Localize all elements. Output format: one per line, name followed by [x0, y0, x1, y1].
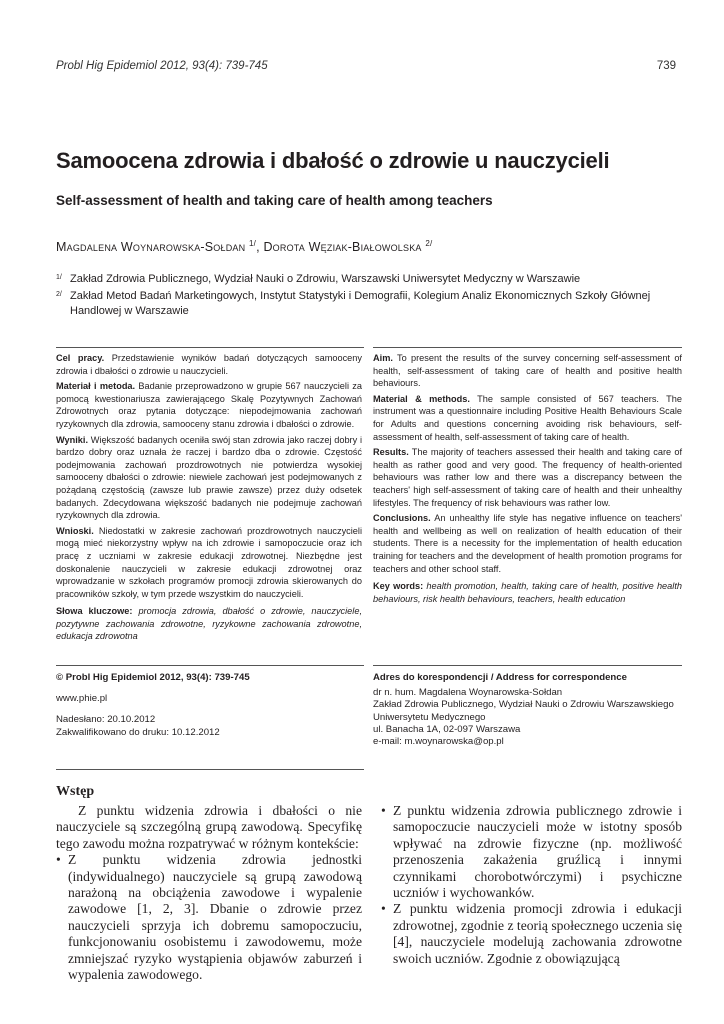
author-line [56, 239, 432, 254]
correspondence-line: dr n. hum. Magdalena Woynarowska-Sołdan [373, 687, 563, 699]
citation: © Probl Hig Epidemiol 2012, 93(4): 739-745 [56, 672, 250, 683]
affiliation-1 [56, 272, 696, 287]
affiliation-2 [56, 289, 696, 319]
abstract-en-aim: To present the results of the survey concerning self-assessment of health, self-assessment of taking care of health and positive health behaviours. [373, 353, 682, 389]
abstract-en-methods: The sample consisted of 567 teachers. The instrument was a questionnaire including Positive Health Behaviours Scale for Adults and questions concerning avoiding risk behaviours, self-assessment of health, self-assessment of taking care of health. [373, 393, 682, 442]
affiliation-mark: 2/ [56, 291, 62, 298]
abstract-pl-aim-label: Cel pracy. [56, 353, 105, 363]
abstract-en-keywords-label: Key words: [373, 581, 424, 592]
affiliation-text: Zakład Metod Badań Marketingowych, Instytut Statystyki i Demografii, Kolegium Analiz Ekonomicznych Szkoły Głównej Handlowej w Warszawie [70, 290, 651, 317]
abstract-pl-keywords: promocja zdrowia, dbałość o zdrowie, nauczyciele, pozytywne zachowania zdrowotne, ryzykowne zachowania zdrowotne, edukacja zdrowotna [56, 606, 362, 642]
abstract-en-conclusions-label: Conclusions. [373, 513, 431, 524]
affiliation-mark: 1/ [56, 274, 62, 281]
correspondence-address [373, 672, 682, 748]
section-heading: Wstęp [56, 784, 95, 799]
footer-left-rule [56, 665, 364, 666]
bullet-item-3: • Z punktu widzenia promocji zdrowia i edukacji zdrowotnej, zgodnie z teorią społecznego uczenia się [4], nauczyciele modelują zachowania zdrowotne swoich uczniów. Zgodnie z obowiązującą [381, 901, 682, 967]
abstract-pl-conclusions: Niedostatki w zakresie zachowań prozdrowotnych nauczycieli mogą mieć niekorzystny wpływ na ich zdrowie i samopoczucie oraz ich pracę z uczniami w zakresie edukacji zdrowotnej. Niezbędne jest doskonalenie nauczycieli w zakresie edukacji zdrowotnej oraz wprowadzanie w szkołach programów promocji zdrowia skierowanych do pracowników szkoły, w tym przede wszystkim do nauczycieli. [56, 525, 362, 599]
correspondence-email[interactable]: e-mail: m.woynarowska@op.pl [373, 736, 504, 748]
author-separator: , [256, 240, 264, 255]
abstract-pl [56, 352, 362, 646]
abstract-pl-aim: Przedstawienie wyników badań dotyczących samooceny zdrowia i dbałości o zdrowie u nauczycieli. [56, 353, 362, 376]
abstract-en-conclusions: An unhealthy life style has negative influence on teachers' health and wellbeing as well on realization of health education of their students. There is a necessity for the implementation of health education training for teachers and the development of health promotion programs for teachers and other school staff. [373, 513, 682, 574]
abstract-pl-methods: Badanie przeprowadzono w grupie 567 nauczycieli za pomocą kwestionariusza zawierającego Skalę Pozytywnych Zachowań Zdrowotnych oraz pytania dotyczące: niepodejmowania zachowań ryzykownych dla zdrowia, samooceny stanu zdrowia i dbałości o zdrowie. [56, 381, 362, 429]
correspondence-line: Zakład Zdrowia Publicznego, Wydział Nauki o Zdrowiu Warszawskiego [373, 699, 674, 711]
abstract-pl-results: Większość badanych oceniła swój stan zdrowia jako raczej dobry i bardzo dobry oraz uznała że raczej i bardzo dba o zdrowie. Częstość podejmowania zachowań prozdrowotnych nie potwierdza wysokiej samooceny dbałości o zdrowie: niewiele zachowań jest podejmowanych z pożądaną częstością (zawsze lub prawie zawsze) przez duży odsetek badanych. Zdecydowana większość badanych nie podejmuje zachowań ryzykownych dla zdrowia. [56, 434, 362, 521]
author-1: Magdalena Woynarowska-Sołdan [56, 240, 246, 255]
page-number: 739 [656, 60, 676, 72]
abstract-pl-methods-label: Materiał i metoda. [56, 381, 136, 392]
bullet-item-2: • Z punktu widzenia zdrowia publicznego zdrowie i samopoczucie nauczycieli może w istotny sposób wpływać na zdrowie fizyczne (np. możliwość przenoszenia zakażenia gruźlicą i innymi czynnikami chorobotwórczymi) i psychiczne uczniów i wychowanków. [381, 803, 682, 901]
accepted-date: Zakwalifikowano do druku: 10.12.2012 [56, 726, 220, 738]
correspondence-heading: Adres do korespondencji / Address for correspondence [373, 672, 627, 683]
abstract-en-methods-label: Material & methods. [373, 393, 470, 404]
abstract-en-results: The majority of teachers assessed their health and taking care of health as rather good and very good. The frequency of health-oriented behaviours was rather low and there was a discrepancy between the teachers' high self-assessment of taking care of health and their unhealthy lifestyles. The frequency of risk behaviours was rather low. [373, 447, 682, 508]
affiliation-text: Zakład Zdrowia Publicznego, Wydział Nauki o Zdrowiu, Warszawski Uniwersytet Medyczny w Warszawie [70, 273, 581, 285]
correspondence-line: ul. Banacha 1A, 02-097 Warszawa [373, 723, 521, 735]
author-1-affiliation: 1/ [249, 239, 257, 248]
abstract-en [373, 352, 682, 608]
bullet-item-1: • Z punktu widzenia zdrowia jednostki (indywidualnego) nauczyciele są grupą zawodową narażoną na obciążenia zawodowe i wypalenie zawodowe [1, 2, 3]. Dbanie o zdrowie przez nauczycieli sprzyja ich dobremu samopoczuciu, funkcjonowaniu osobistemu i zawodowemu, może zmniejszać ryzyko wystąpienia objawów zaburzeń i wypalenia zawodowego. [56, 852, 362, 983]
correspondence-line: Uniwersytetu Medycznego [373, 711, 486, 723]
footer-right-rule [373, 665, 682, 666]
publication-info [56, 672, 362, 739]
abstract-en-rule [373, 347, 682, 348]
article-title: Samoocena zdrowia i dbałość o zdrowie u nauczycieli [56, 148, 610, 173]
article-subtitle: Self-assessment of health and taking care of health among teachers [56, 193, 493, 208]
author-2: Dorota Węziak-Białowolska [263, 240, 422, 255]
abstract-pl-results-label: Wyniki. [56, 434, 88, 445]
abstract-en-results-label: Results. [373, 447, 409, 458]
author-2-affiliation: 2/ [425, 239, 433, 248]
body-left-rule [56, 769, 364, 770]
abstract-pl-conclusions-label: Wnioski. [56, 525, 94, 536]
abstract-pl-rule [56, 347, 364, 348]
running-head: Probl Hig Epidemiol 2012, 93(4): 739-745 [56, 60, 268, 72]
abstract-pl-keywords-label: Słowa kluczowe: [56, 606, 133, 617]
journal-website-link[interactable]: www.phie.pl [56, 693, 108, 705]
body-column-right [381, 803, 682, 967]
body-column-left [56, 803, 362, 983]
abstract-en-aim-label: Aim. [373, 353, 393, 363]
intro-paragraph: Z punktu widzenia zdrowia i dbałości o nie nauczyciele są szczególną grupą zawodową. Specyfikę tego zawodu można rozpatrywać w różnym kontekście: [56, 803, 362, 851]
received-date: Nadesłano: 20.10.2012 [56, 714, 156, 726]
abstract-en-keywords: health promotion, health, taking care of health, positive health behaviours, risk health behaviours, teachers, health education [373, 581, 682, 604]
